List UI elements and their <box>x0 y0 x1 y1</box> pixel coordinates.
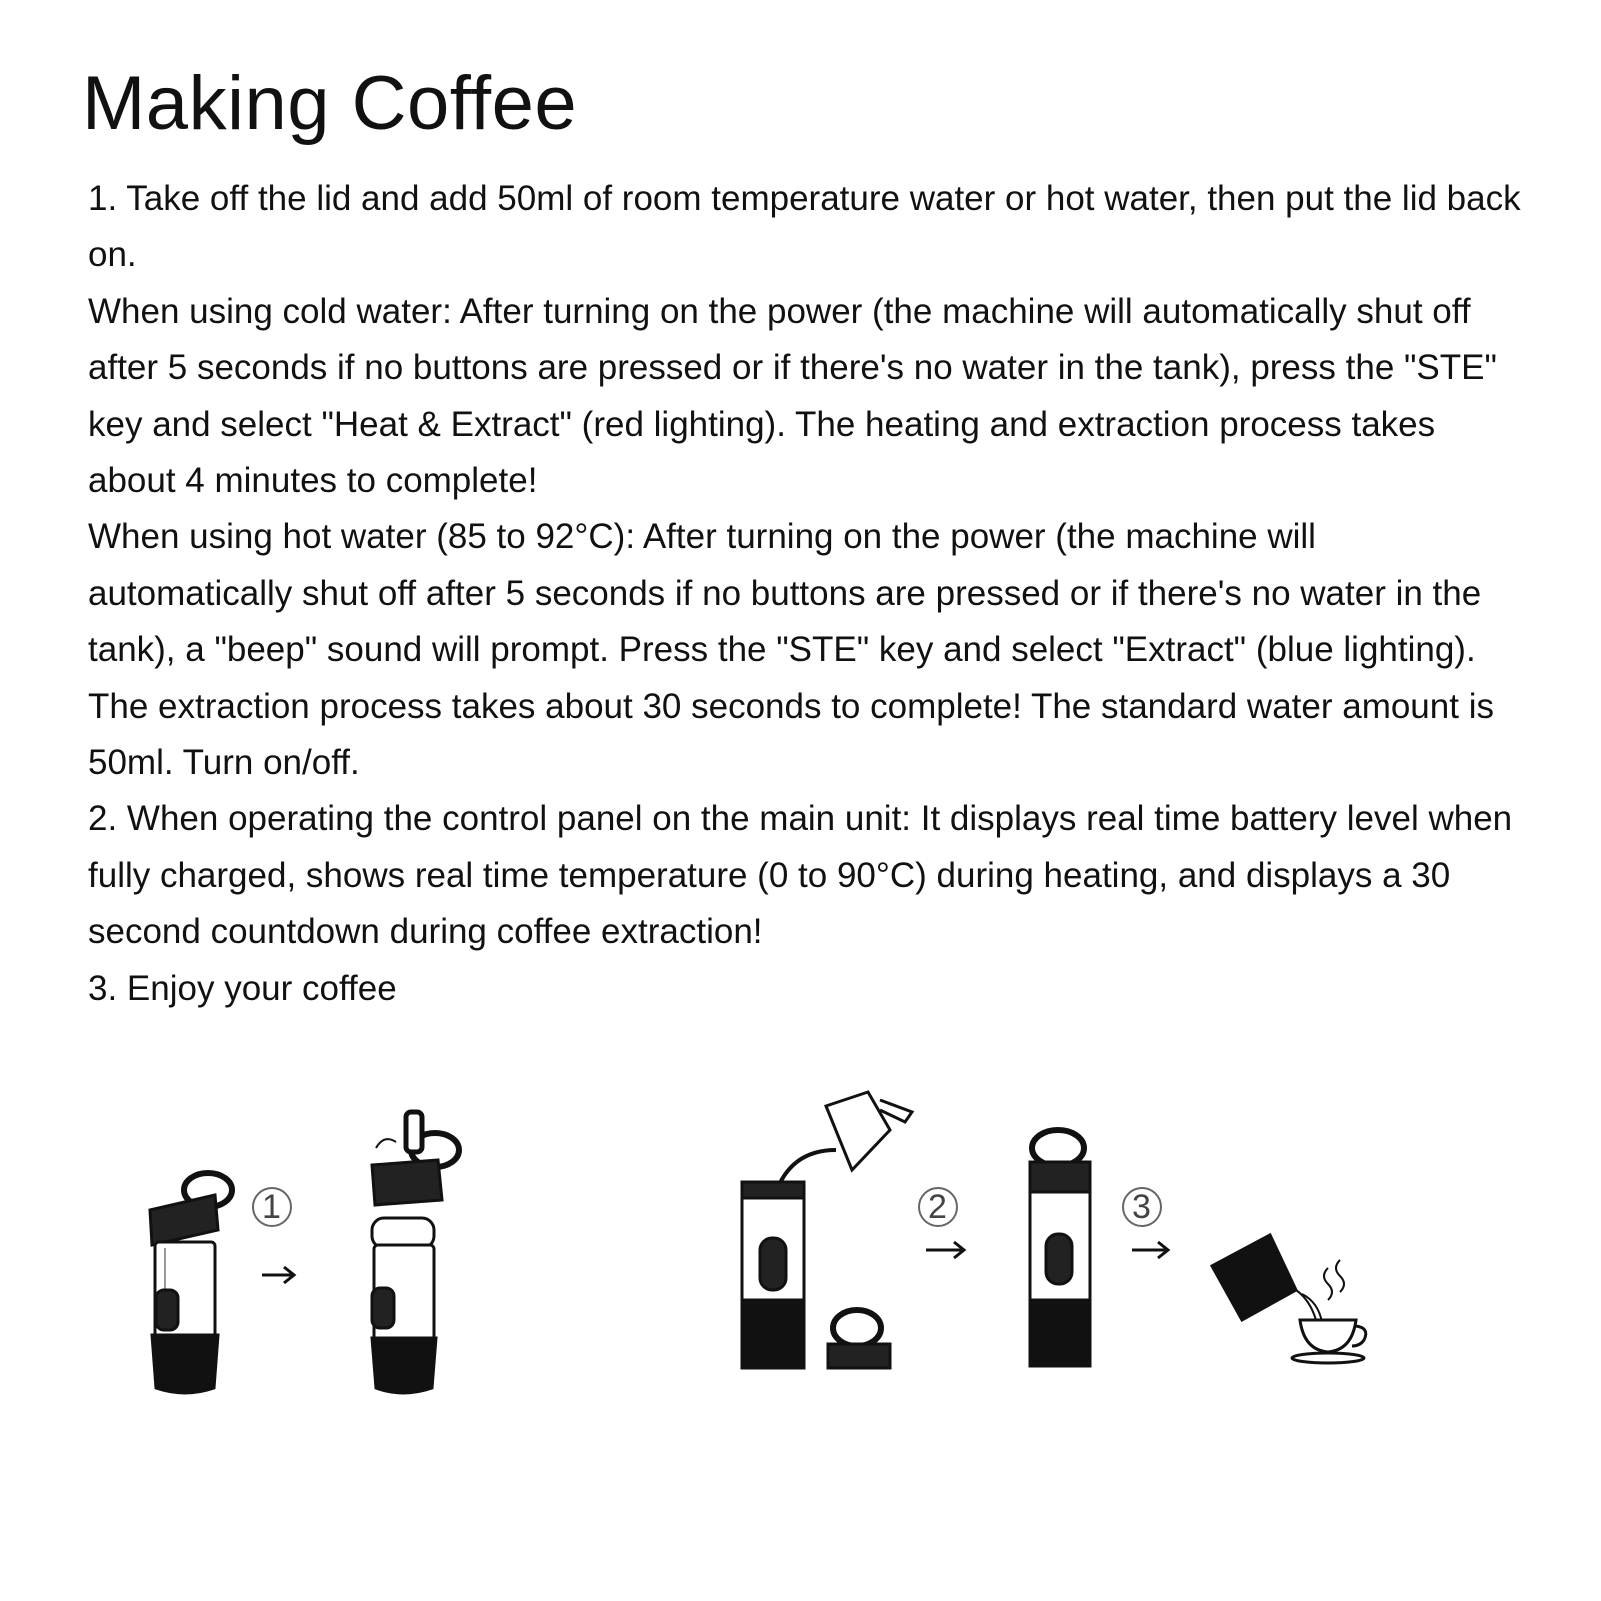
bottle-closed-icon <box>150 1173 232 1393</box>
bottle-lid-removed-icon <box>372 1112 459 1393</box>
instructions <box>88 171 1528 1017</box>
instruction-hot-water: When using hot water (85 to 92°C): After turning on the power (the machine will automatically shut off after 5 seconds if no buttons are pressed or if there's no water in the tank), a "beep" sound will prompt. Press the "STE" key and select "Extract" (blue lighting). The extraction process takes about 30 seconds to complete! The standard water amount is 50ml. Turn on/off. <box>88 517 1494 783</box>
instruction-cold-water: When using cold water: After turning on the power (the machine will automatically shut off after 5 seconds if no buttons are pressed or if there's no water in the tank), press the "STE" key and select "Heat & Extract" (red lighting). The heating and extraction process takes about 4 minutes to complete! <box>88 291 1497 501</box>
step-number-1: 1 <box>262 1188 281 1226</box>
instruction-step-2: 2. When operating the control panel on the main unit: It displays real time battery level when fully charged, shows real time temperature (0 to 90°C) during heating, and displays a 30 second countdown during coffee extraction! <box>88 799 1513 952</box>
coffee-cup-icon <box>1212 1235 1366 1363</box>
instruction-illustration <box>0 1080 1601 1480</box>
step-number-3: 3 <box>1132 1188 1151 1226</box>
bottle-filling-icon <box>742 1182 804 1368</box>
instruction-step-1: 1. Take off the lid and add 50ml of room temperature water or hot water, then put the lid back on. <box>88 179 1521 275</box>
lid-icon <box>828 1310 890 1368</box>
bottle-ready-icon <box>1030 1130 1090 1366</box>
instruction-step-3: 3. Enjoy your coffee <box>88 968 397 1008</box>
page-title: Making Coffee <box>82 61 578 146</box>
kettle-icon <box>775 1092 912 1195</box>
arrow-right-icon <box>1132 1242 1168 1258</box>
arrow-right-icon <box>926 1242 964 1258</box>
arrow-right-icon <box>262 1267 294 1283</box>
step-number-2: 2 <box>928 1188 947 1226</box>
